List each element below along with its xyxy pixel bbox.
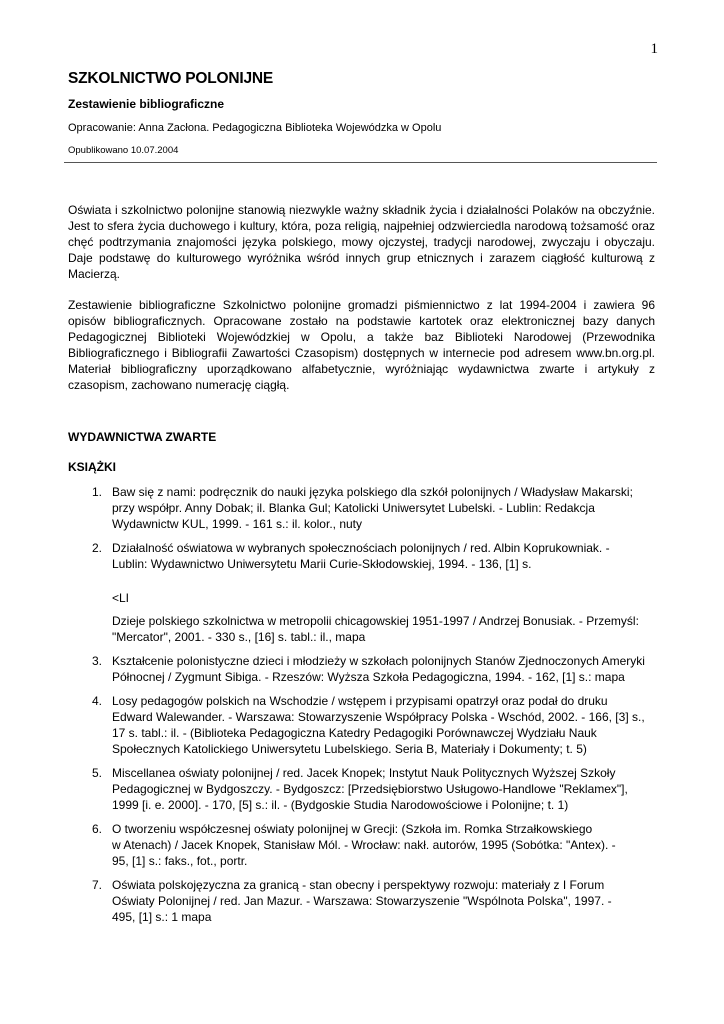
- section-heading-ksiazki: KSIĄŻKI: [68, 460, 116, 474]
- entry-line: 1999 [i. e. 2000]. - 170, [5] s.: il. - (Bydgoskie Studia Narodowościowe i Polonijne; t. 1): [112, 798, 569, 812]
- entry-line: przy współpr. Anny Dobak; il. Blanka Gul; Katolicki Uniwersytet Lubelski. - Lublin: Redakcja: [112, 501, 595, 515]
- entry-line: "Mercator", 2001. - 330 s., [16] s. tabl.: il., mapa: [112, 630, 366, 644]
- stray-li-marker: <LI: [112, 591, 130, 605]
- entry-line: Miscellanea oświaty polonijnej / red. Jacek Knopek; Instytut Nauk Politycznych Wyższej Szkoły: [112, 766, 616, 780]
- entry-number: 1.: [92, 485, 103, 499]
- intro-paragraph-2: Zestawienie bibliograficzne Szkolnictwo polonijne gromadzi piśmiennictwo z lat 1994-2004 i zawiera 96 opisów bibliograficznych. Opracowane zostało na podstawie kartotek oraz elektronicznej bazy danych Pedagogicznej Biblioteki Wojewódzkiej w Opolu, a także baz Biblioteki Narodowej (Przewodnika Bibliograficznego i Bibliografii Zawartości Czasopism) dostępnych w internecie pod adresem www.bn.org.pl. Materiał bibliograficzny uporządkowano alfabetycznie, wyróżniając wydawnictwa zwarte i artykuły z czasopism, zachowano numerację ciągłą.: [68, 298, 655, 392]
- entry-line: Społecznych Katolickiego Uniwersytetu Lubelskiego. Seria B, Materiały i Dokumenty; t. 5): [112, 742, 587, 756]
- entry-line: Baw się z nami: podręcznik do nauki języka polskiego dla szkół polonijnych / Władysław Makarski;: [112, 485, 633, 499]
- unnumbered-entry: [112, 613, 657, 645]
- entry-line: Działalność oświatowa w wybranych społecznościach polonijnych / red. Albin Koprukowniak. -: [112, 541, 610, 555]
- entry-text: [112, 765, 657, 813]
- entry-line: Losy pedagogów polskich na Wschodzie / wstępem i przypisami opatrzył oraz podał do druku: [112, 694, 608, 708]
- entry-text: [112, 653, 657, 685]
- entry-line: Oświata polskojęzyczna za granicą - stan obecny i perspektywy rozwoju: materiały z I Forum: [112, 878, 605, 892]
- published-date: Opublikowano 10.07.2004: [68, 145, 179, 156]
- document-title: SZKOLNICTWO POLONIJNE: [68, 70, 274, 87]
- entry-line: 495, [1] s.: 1 mapa: [112, 910, 212, 924]
- entry-text: [112, 484, 657, 532]
- header-divider: [64, 162, 657, 163]
- entry-text: [112, 540, 657, 572]
- entry-line: 95, [1] s.: faks., fot., portr.: [112, 854, 248, 868]
- entry-line: 17 s. tabl.: il. - (Biblioteka Pedagogiczna Katedry Pedagogiki Porównawczej Wydziału Nauk: [112, 726, 597, 740]
- entry-number: 4.: [92, 694, 103, 708]
- entry-line: Północnej / Zygmunt Sibiga. - Rzeszów: Wyższa Szkoła Pedagogiczna, 1994. - 162, [1] s.: mapa: [112, 670, 625, 684]
- entry-line: Kształcenie polonistyczne dzieci i młodzieży w szkołach polonijnych Stanów Zjednoczonych Ameryki: [112, 654, 645, 668]
- page-number: 1: [650, 41, 658, 57]
- author-line: Opracowanie: Anna Zacłona. Pedagogiczna Biblioteka Wojewódzka w Opolu: [68, 122, 442, 134]
- entry-line: Edward Walewander. - Warszawa: Stowarzyszenie Współpracy Polska - Wschód, 2002. - 166, [3] s.,: [112, 710, 645, 724]
- section-heading-wydawnictwa: WYDAWNICTWA ZWARTE: [68, 430, 217, 444]
- entry-text: [112, 877, 657, 925]
- entry-number: 5.: [92, 766, 103, 780]
- entry-number: 2.: [92, 541, 103, 555]
- document-subtitle: Zestawienie bibliograficzne: [68, 97, 225, 111]
- entry-line: Pedagogicznej w Bydgoszczy. - Bydgoszcz: [Przedsiębiorstwo Usługowo-Handlowe "Reklamex"],: [112, 782, 628, 796]
- entry-line: Lublin: Wydawnictwo Uniwersytetu Marii Curie-Skłodowskiej, 1994. - 136, [1] s.: [112, 557, 532, 571]
- entry-line: w Atenach) / Jacek Knopek, Stanisław Mól. - Wrocław: nakł. autorów, 1995 (Sobótka: "Antex). -: [112, 838, 616, 852]
- entry-number: 6.: [92, 822, 103, 836]
- entry-text: [112, 821, 657, 869]
- entry-line: Dzieje polskiego szkolnictwa w metropolii chicagowskiej 1951-1997 / Andrzej Bonusiak. - Przemyśl:: [112, 614, 639, 628]
- intro-paragraph-1: Oświata i szkolnictwo polonijne stanowią niezwykle ważny składnik życia i działalności Polaków na obczyźnie. Jest to sfera życia duchowego i kultury, która, poza religią, najpełniej odzwierciedla narodową tożsamość oraz chęć podtrzymania znajomości języka polskiego, mowy ojczystej, tradycji narodowej, zwyczaju i obyczaju. Daje podstawę do kulturowego wyróżnika wśród innych grup etnicznych i zarazem ciągłość kulturową z Macierzą.: [68, 203, 655, 281]
- entry-text: [112, 693, 657, 757]
- entry-line: Wydawnictw KUL, 1999. - 161 s.: il. kolor., nuty: [112, 517, 363, 531]
- entry-line: Oświaty Polonijnej / red. Jan Mazur. - Warszawa: Stowarzyszenie "Wspólnota Polska", 1997. -: [112, 894, 612, 908]
- entry-number: 7.: [92, 878, 103, 892]
- entry-line: O tworzeniu współczesnej oświaty polonijnej w Grecji: (Szkoła im. Romka Strzałkowskiego: [112, 822, 593, 836]
- entry-number: 3.: [92, 654, 103, 668]
